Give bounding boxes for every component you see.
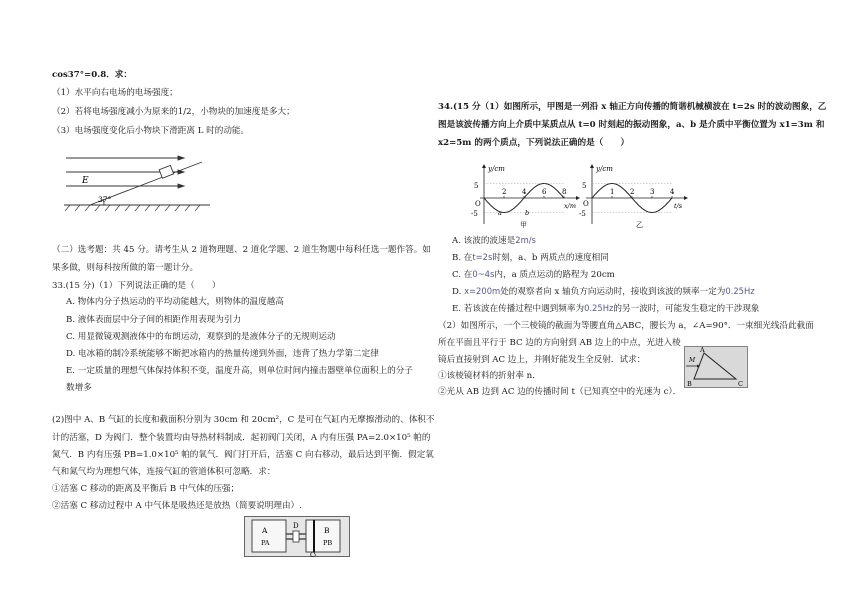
given-condition: cos37°=0.8．求： <box>52 70 132 80</box>
q34-option-b-rest: 时刻，a、b 两质点的速度相同 <box>492 253 609 263</box>
jia-xtick-label: 6 <box>542 188 547 196</box>
q34-option-a-value: 2m/s <box>515 235 536 245</box>
cylinder-b-label: B <box>324 526 330 535</box>
valve-label: D <box>293 522 299 530</box>
jia-ytick-5: 5 <box>474 182 479 190</box>
incline-field-figure <box>60 150 220 212</box>
cylinder-a-pressure: PA <box>261 539 270 547</box>
yi-xtick-label: 1 <box>610 188 615 196</box>
piston-label: C <box>310 551 315 558</box>
jia-xlabel: x/m <box>564 202 577 210</box>
q34-option-d <box>438 285 755 298</box>
q34-option-e-value: 0.25Hz <box>584 303 614 313</box>
section-2-header: （二）选考题：共 45 分。请考生从 2 道物理题、2 道化学题、2 道生物题中每科任选一题作答。如 <box>52 245 431 255</box>
wave-charts <box>470 160 690 232</box>
q34-line-2: 图是该波传播方向上介质中某质点从 t=0 时刻起的振动图象，a、b 是介质中平衡位置为 x1=3m 和 <box>438 120 825 130</box>
jia-point-a: a <box>498 209 502 217</box>
q33-2-line-1: (2)图中 A、B 气缸的长度和截面积分别为 30cm 和 20cm²，C 是可在气缸内无摩擦滑动的、体积不 <box>52 415 435 425</box>
cylinder-a-label: A <box>262 526 268 535</box>
q34-option-c <box>438 268 615 281</box>
q33-2-sub-1: ①活塞 C 移动的距离及平衡后 B 中气体的压强； <box>52 484 240 494</box>
wave-chart-jia <box>471 164 580 229</box>
jia-title: 甲 <box>520 221 527 229</box>
q34-line-1: 34.(15 分（1）如图所示，甲图是一列沿 x 轴正方向传播的简谐机械横波在 t=2s 时的波动图象，乙 <box>438 102 827 112</box>
q34-option-e-rest: 的另一波时，可能发生稳定的干涉现象 <box>613 304 760 314</box>
q33-option-c: C. 用显微镜观测液体中的布朗运动，观察到的是液体分子的无规则运动 <box>66 332 336 342</box>
q34-option-b <box>438 251 609 264</box>
q34-option-c-text: C. 在 <box>452 270 473 280</box>
q34-option-b-text: B. 在 <box>452 253 473 263</box>
q33-option-b: B. 液体表面层中分子间的相距作用表现为引力 <box>66 315 242 325</box>
angle-label: 37° <box>98 195 112 204</box>
yi-xtick-label: 4 <box>670 188 675 196</box>
q34-option-e <box>438 302 760 315</box>
field-label: E <box>82 176 89 186</box>
q33-option-e: E. 一定质量的理想气体保持体积不变，温度升高，则单位时间内撞击器壁单位面积上的分子 <box>66 366 413 376</box>
q33-option-e-cont: 数增多 <box>66 383 92 393</box>
yi-ytick-5: 5 <box>582 182 587 190</box>
prism-vertex-a: A <box>700 346 705 354</box>
q34-2-line-1: （2）如图所示，一个三棱镜的截面为等腰直角△ABC，腰长为 a，∠A=90°．一束细光线沿此截面 <box>438 321 814 331</box>
q33-2-sub-2: ②活塞 C 移动过程中 A 中气体是吸热还是放热（简要说明理由）. <box>52 501 302 511</box>
yi-ylabel: y/cm <box>596 165 613 173</box>
q33-2-line-3: 氮气．B 内有压强 PB=1.0×10⁵ 帕的氧气．阀门打开后，活塞 C 向右移动，最后达到平衡．假定氧 <box>52 450 434 460</box>
q34-2-sub-2: ②光从 AB 边到 AC 边的传播时间 t（已知真空中的光速为 c）． <box>438 387 682 397</box>
question-33: 33.(15 分)（1）下列说法正确的是（ ） <box>52 281 221 291</box>
jia-xtick-label: 2 <box>502 188 507 196</box>
q33-option-a: A. 物体内分子热运动的平均动能越大，则物体的温度越高 <box>66 297 284 307</box>
q34-option-c-value: 0~4s <box>472 269 495 279</box>
q34-2-line-3: 镜后直接射到 AC 边上，并刚好能发生全反射．试求： <box>438 355 646 365</box>
question-2: （2）若将电场强度减小为原来的1/2，小物块的加速度是多大； <box>52 107 295 117</box>
section-2-header-cont: 果多做，则每科按所做的第一题计分。 <box>52 263 199 273</box>
q34-line-3: x2=5m 的两个质点，下列说法正确的是（ ） <box>438 138 630 148</box>
wave-chart-yi <box>579 164 688 229</box>
q34-option-b-value: t=2s <box>472 252 493 262</box>
yi-title: 乙 <box>636 221 643 229</box>
q34-option-a <box>438 234 536 247</box>
question-1: （1）水平向右电场的电场强度； <box>52 88 178 98</box>
yi-xtick-label: 3 <box>650 188 655 196</box>
cylinder-figure <box>244 516 350 558</box>
prism-point-m: M <box>689 357 696 364</box>
question-3: （3）电场强度变化后小物块下滑距离 L 时的动能。 <box>52 126 250 136</box>
q33-option-d: D. 电冰箱的制冷系统能够不断把冰箱内的热量传递到外面，违背了热力学第二定律 <box>66 349 379 359</box>
q34-option-c-rest: 内，a 质点运动的路程为 20cm <box>494 270 615 280</box>
jia-ylabel: y/cm <box>488 165 505 173</box>
jia-xtick-label: 8 <box>562 188 567 196</box>
q34-2-line-2: 所在平面且平行于 BC 边的方向射到 AB 边上的中点，光进入棱 <box>438 338 681 348</box>
q34-option-a-text: A. 该波的波速是 <box>452 236 516 246</box>
prism-figure <box>684 346 748 388</box>
q33-2-line-2: 计的活塞，D 为阀门．整个装置均由导热材料制成．起初阀门关闭，A 内有压强 PA=2.0×10⁵ 帕的 <box>52 433 431 443</box>
yi-xlabel: t/s <box>674 202 683 210</box>
jia-point-b: b <box>525 209 530 217</box>
q34-option-d-freq: 0.25Hz <box>725 286 755 296</box>
prism-vertex-b: B <box>687 380 692 388</box>
yi-ytick-neg5: -5 <box>579 210 586 218</box>
jia-ytick-neg5: -5 <box>471 210 478 218</box>
q34-option-d-text: D. <box>452 287 465 297</box>
jia-xtick-label: 4 <box>522 188 527 196</box>
q34-2-sub-1: ①该棱镜材料的折射率 n． <box>438 371 541 381</box>
yi-origin: O <box>583 200 589 208</box>
q33-2-line-4: 气和氮气均为理想气体，连接气缸的管道体积可忽略．求： <box>52 467 276 477</box>
yi-xtick-label: 2 <box>630 188 635 196</box>
q34-option-d-value: x=200m <box>464 286 501 296</box>
jia-origin: O <box>475 200 481 208</box>
q34-option-e-text: E. 若该波在传播过程中遇到频率为 <box>452 304 585 314</box>
cylinder-b-pressure: PB <box>323 539 333 547</box>
q34-option-d-rest: 处的观察者向 x 轴负方向运动时，接收到该波的频率一定为 <box>500 287 726 297</box>
prism-vertex-c: C <box>738 380 743 388</box>
